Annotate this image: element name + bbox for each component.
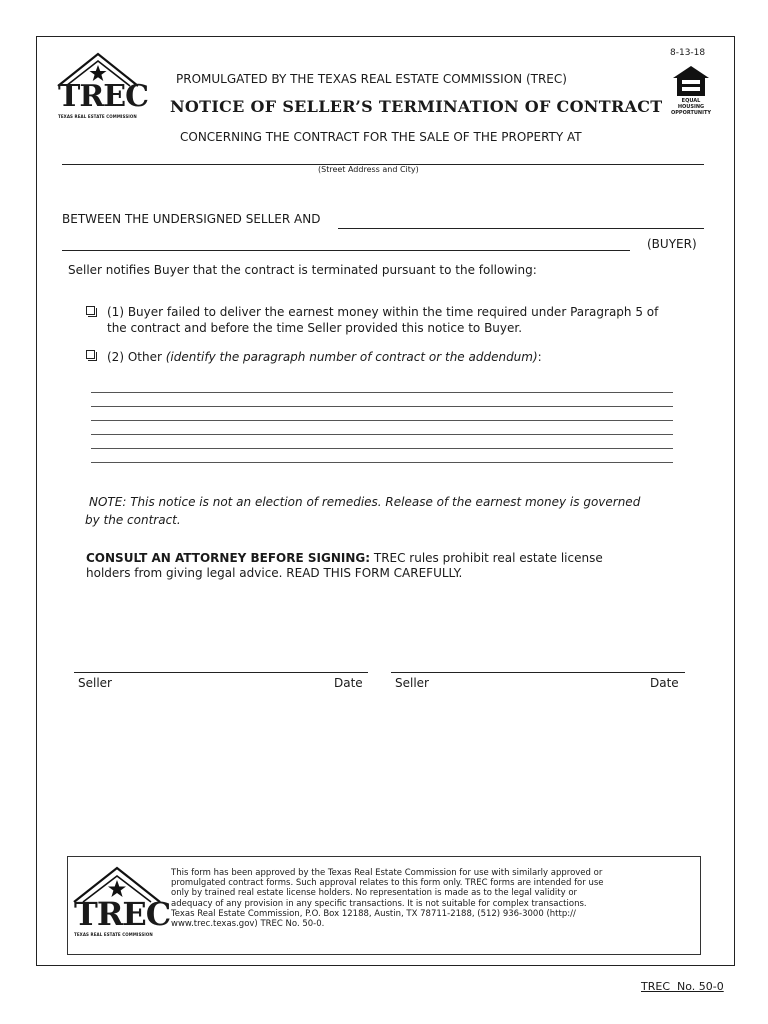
consult-line1	[86, 551, 603, 565]
date-label-right: Date	[650, 676, 679, 690]
option2-checkbox[interactable]	[86, 350, 95, 359]
option1-text-line2: the contract and before the time Seller provided this notice to Buyer.	[107, 321, 523, 335]
note-line1: NOTE: This notice is not an election of remedies. Release of the earnest money is governed	[89, 495, 641, 509]
footer-trec-logo	[72, 866, 171, 946]
buyer-name-line-1[interactable]	[338, 228, 704, 229]
consult-rest: TREC rules prohibit real estate license	[370, 551, 603, 565]
seller-label-left: Seller	[78, 676, 112, 690]
footer-trec-logo-subtitle: TEXAS REAL ESTATE COMMISSION	[74, 932, 153, 937]
other-line-2[interactable]	[91, 406, 673, 407]
other-line-3[interactable]	[91, 420, 673, 421]
promulgated-line: PROMULGATED BY THE TEXAS REAL ESTATE COMMISSION (TREC)	[176, 72, 567, 86]
between-label: BETWEEN THE UNDERSIGNED SELLER AND	[62, 212, 321, 226]
form-number: TREC No. 50-0	[641, 980, 724, 993]
seller-label-right: Seller	[395, 676, 429, 690]
option2-text	[107, 350, 542, 364]
consult-bold: CONSULT AN ATTORNEY BEFORE SIGNING:	[86, 551, 371, 565]
trec-logo	[56, 52, 148, 122]
buyer-name-line-2[interactable]	[62, 250, 630, 251]
address-caption: (Street Address and City)	[318, 165, 419, 174]
date-label-left: Date	[334, 676, 363, 690]
equal-housing-logo	[666, 64, 716, 120]
other-line-4[interactable]	[91, 434, 673, 435]
option2-italic: (identify the paragraph number of contract or the addendum)	[165, 350, 538, 364]
note-line2: by the contract.	[85, 513, 181, 527]
footer-line-6: www.trec.texas.gov) TREC No. 50-0.	[171, 919, 325, 930]
footer-line-3: only by trained real estate license holders. No representation is made as to the legal validity or	[171, 888, 578, 899]
buyer-label: (BUYER)	[647, 237, 697, 251]
seller-signature-line-left[interactable]	[74, 672, 368, 673]
other-line-6[interactable]	[91, 462, 673, 463]
footer-line-5: Texas Real Estate Commission, P.O. Box 12188, Austin, TX 78711-2188, (512) 936-3000 (http://	[171, 908, 576, 919]
option1-checkbox[interactable]	[86, 306, 95, 315]
equal-housing-line3: OPPORTUNITY	[670, 110, 711, 116]
option1-text-line1: (1) Buyer failed to deliver the earnest money within the time required under Paragraph 5 of	[107, 305, 659, 319]
seller-signature-line-right[interactable]	[391, 672, 685, 673]
footer-line-2: promulgated contract forms. Such approval relates to this form only. TREC forms are intended for use	[171, 878, 604, 889]
option2-prefix: (2) Other	[107, 350, 166, 364]
trec-logo-text: TREC	[58, 79, 148, 114]
equal-housing-icon	[666, 64, 716, 98]
trec-logo-subtitle: TEXAS REAL ESTATE COMMISSION	[58, 114, 137, 119]
footer-trec-logo-text: TREC	[74, 895, 171, 933]
form-title: NOTICE OF SELLER’S TERMINATION OF CONTRACT	[170, 97, 663, 116]
concerning-line: CONCERNING THE CONTRACT FOR THE SALE OF THE PROPERTY AT	[180, 130, 582, 144]
other-line-1[interactable]	[91, 392, 673, 393]
footer-disclaimer	[171, 868, 697, 929]
other-line-5[interactable]	[91, 448, 673, 449]
consult-line2: holders from giving legal advice. READ THIS FORM CAREFULLY.	[86, 566, 463, 580]
option2-suffix: :	[537, 350, 542, 364]
intro-text: Seller notifies Buyer that the contract is terminated pursuant to the following:	[68, 263, 537, 277]
equal-housing-line2: HOUSING	[677, 104, 705, 110]
equal-housing-line1: EQUAL	[681, 98, 701, 104]
footer-line-1: This form has been approved by the Texas Real Estate Commission for use with similarly approved or	[171, 868, 603, 878]
version-date: 8-13-18	[670, 48, 706, 58]
footer-line-4: adequacy of any provision in any specific transactions. It is not suitable for complex transactions.	[171, 898, 587, 909]
